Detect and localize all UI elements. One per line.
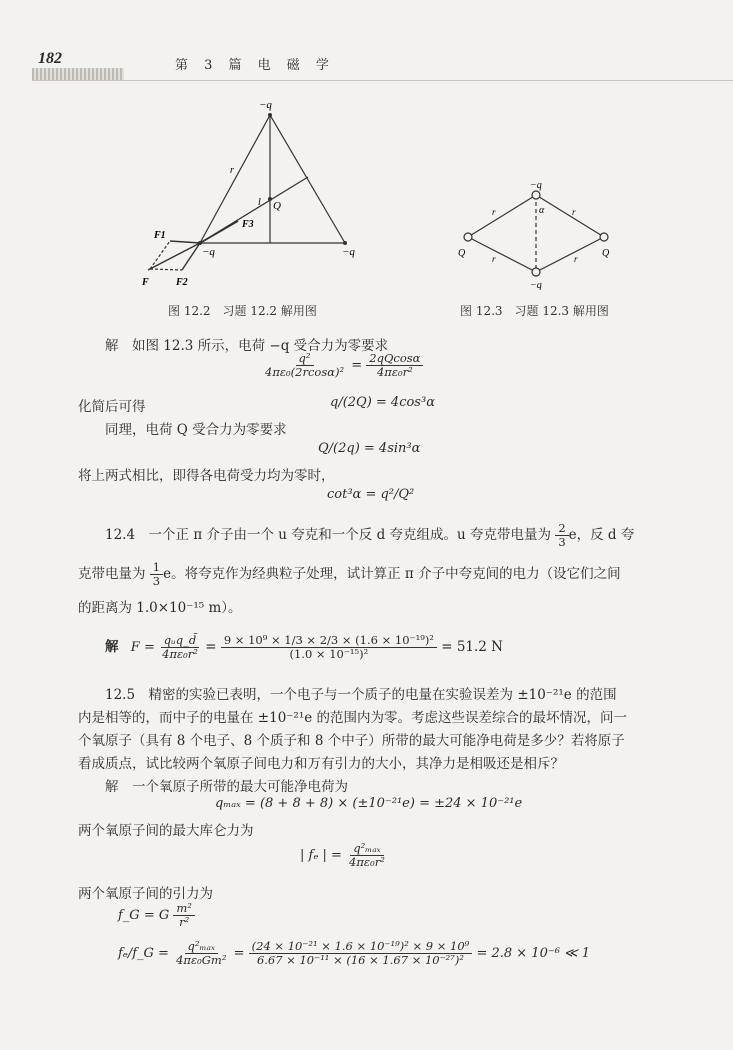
figure-12-2-caption: 图 12.2 习题 12.2 解用图 — [168, 304, 317, 318]
fig2-label-right: Q — [602, 248, 610, 259]
p12-5-line1: 12.5 精密的实验已表明，一个电子与一个质子的电量在实验误差为 ±10⁻²¹e 的范围 — [105, 687, 617, 703]
figure-12-2 — [130, 95, 370, 295]
p12-4-line1: 12.4 一个正 π 介子由一个 u 夸克和一个反 d 夸克组成。u 夸克带电量为 $\frac{2}{3}$ e，反 d 夸 — [105, 521, 635, 550]
chapter-title: 第 3 篇 电 磁 学 — [175, 58, 335, 73]
fig1-label-top: −q — [259, 99, 272, 111]
p12-4-line3: 的距离为 1.0×10⁻¹⁵ m）。 — [78, 600, 242, 616]
p12-5-line2: 内是相等的，而中子的电量在 ±10⁻²¹e 的范围内为零。考虑这些误差综合的最坏情况，问一 — [78, 710, 628, 726]
p12-3-eq2: q/(2Q) = 4cos³α — [330, 395, 435, 410]
p12-4-line2: 克带电量为 $\frac{1}{3}$ e。将夸克作为经典粒子处理，试计算正 π 介子中夸克间的电力（设它们之间 — [78, 560, 621, 589]
p12-5-coulomb-text: 两个氧原子间的最大库仑力为 — [78, 823, 254, 839]
p12-3-combine: 将上两式相比，即得各电荷受力均为零时， — [78, 468, 335, 484]
p12-3-simplify: 化简后可得 — [78, 399, 146, 415]
p12-5-eq-fg: f_G = G $\frac{\text{m²}}{\text{r²}}$ — [118, 902, 195, 929]
p12-5-grav-text: 两个氧原子间的引力为 — [78, 886, 213, 902]
fig1-label-bottom-right: −q — [342, 246, 355, 258]
p12-5-line3: 个氧原子（具有 8 个电子、8 个质子和 8 个中子）所带的最大可能净电荷是多少？若将原子 — [78, 733, 625, 749]
fig2-label-bottom: −q — [530, 280, 542, 290]
fig1-label-center: Q — [273, 200, 281, 212]
p12-4-solution: 解 F = $\frac{\text{qᵤq\_d̄}}{\text{4πε₀r²}}$ = $\frac{\text{9 × 10⁹ × 1/3 × 2/3 × (1.6 × 10⁻¹⁹)²}}{\text{(1.0 × 10⁻¹⁵)²}}$ = 51.2 N — [105, 633, 503, 662]
fig2-label-r4: r — [574, 254, 578, 264]
fig1-label-bottom-left: −q — [202, 246, 215, 258]
p12-5-line4: 看成质点，试比较两个氧原子间电力和万有引力的大小，其净力是相吸还是相斥？ — [78, 756, 564, 772]
page-number-band — [32, 68, 124, 80]
p12-5-eq-ratio: fₑ/f_G = $\frac{\text{q²ₘₐₓ}}{\text{4πε₀Gm²}}$ = $\frac{\text{(24 × 10⁻²¹ × 1.6 × 10⁻¹⁹)² × 9 × 10⁹}}{\text{6.67 × 10⁻¹¹ × (16 × 1.67 × 10⁻²⁷)²}}$ = 2.8 × 10⁻⁶ ≪ 1 — [118, 939, 591, 968]
p12-3-eq4: cot³α = q²/Q² — [327, 487, 415, 502]
fig1-label-f1: F1 — [154, 230, 166, 241]
header-rule — [32, 80, 733, 81]
p12-3-intro: 解 如图 12.3 所示，电荷 −q 受合力为零要求 — [105, 338, 389, 354]
fig1-label-r: r — [230, 165, 234, 176]
fig1-label-f3: F3 — [242, 219, 254, 230]
page-number: 182 — [38, 50, 62, 67]
fig2-label-r3: r — [492, 254, 496, 264]
p12-5-sol1: 解 一个氧原子所带的最大可能净电荷为 — [105, 779, 348, 795]
fig2-label-alpha: α — [539, 205, 545, 216]
fig2-label-r1: r — [492, 207, 496, 217]
fig2-label-left: Q — [458, 248, 466, 259]
figure-12-3 — [450, 180, 630, 290]
fig1-label-f2: F2 — [176, 277, 188, 288]
fig1-label-f: F — [142, 277, 149, 288]
p12-5-eq-fe: | fₑ | = $\frac{\text{q²ₘₐₓ}}{\text{4πε₀r²}}$ — [300, 841, 385, 870]
p12-5-eq-qmax: qₘₐₓ = (8 + 8 + 8) × (±10⁻²¹e) = ±24 × 10⁻²¹e — [215, 796, 523, 811]
fig2-label-r2: r — [572, 207, 576, 217]
p12-3-same: 同理，电荷 Q 受合力为零要求 — [105, 422, 287, 438]
figure-12-3-caption: 图 12.3 习题 12.3 解用图 — [460, 304, 609, 318]
fig2-label-top: −q — [530, 180, 542, 191]
p12-3-eq3: Q/(2q) = 4sin³α — [318, 441, 421, 456]
p12-3-eq1: $\frac{\text{q²}}{\text{4πε₀(2rcosα)²}}$ = $\frac{2qQcos\alpha}{\text{4πε₀r²}}$ — [262, 352, 423, 379]
fig1-label-l: l — [258, 197, 261, 208]
